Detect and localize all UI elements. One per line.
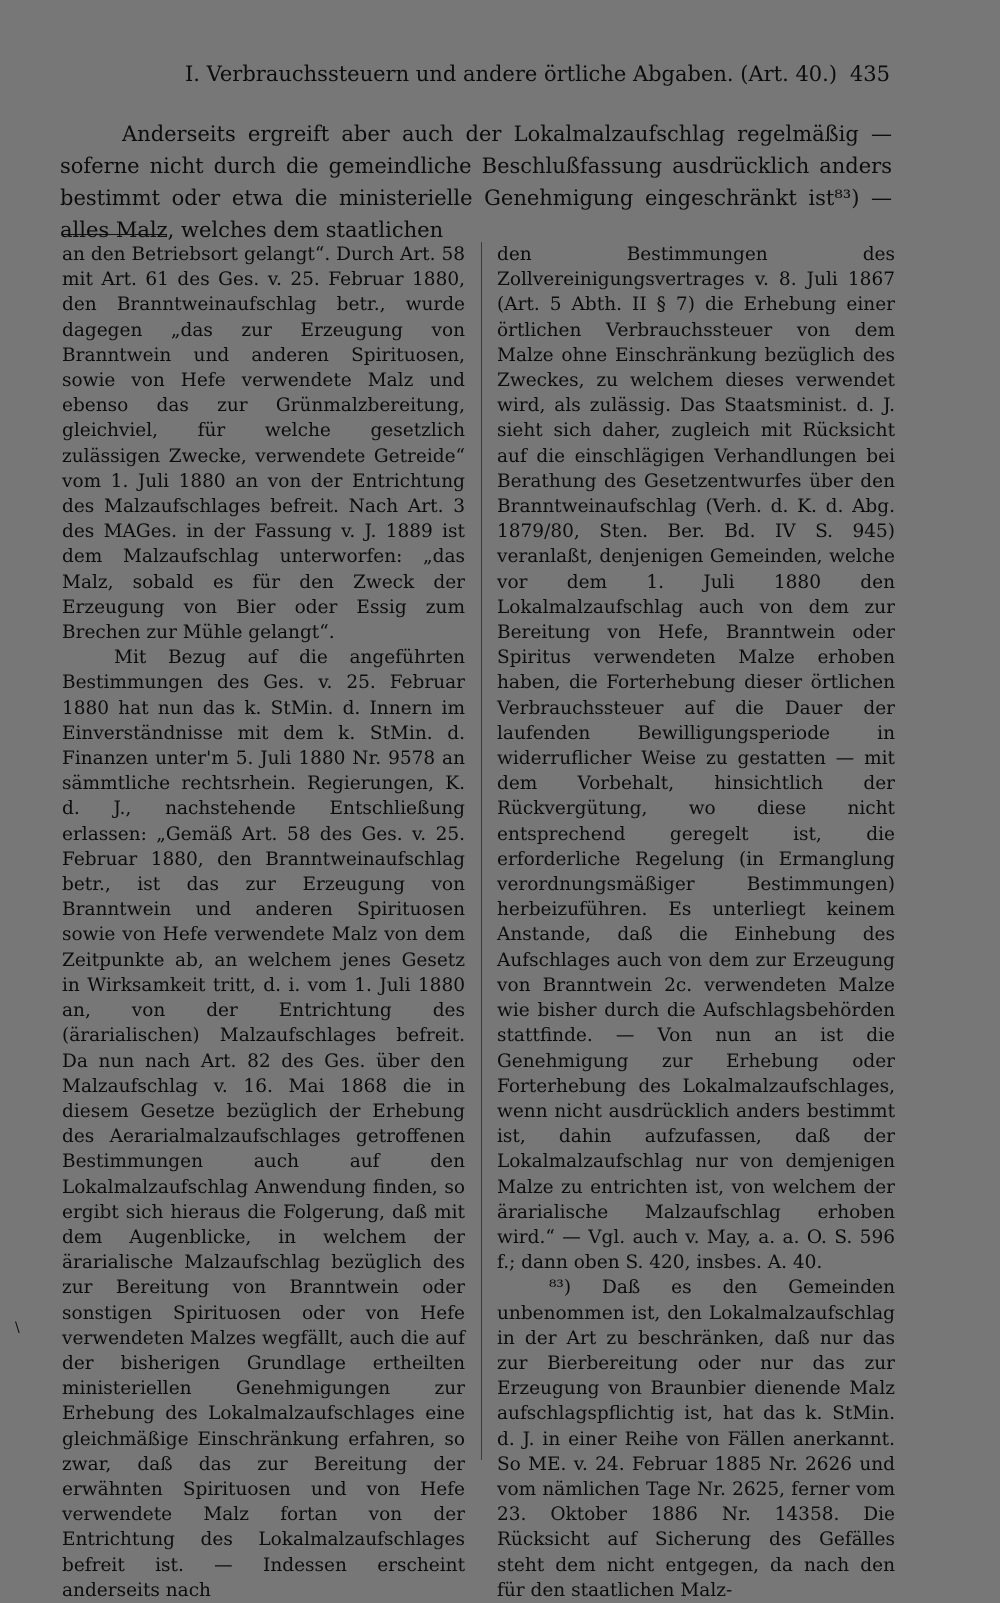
margin-mark: \ [15, 1320, 20, 1336]
footnote-column-right [497, 242, 895, 1603]
page-number: 435 [849, 62, 890, 86]
intro-paragraph-block [60, 118, 892, 246]
footnote-83: ⁸³) Daß es den Gemeinden unbenommen ist, den Lokalmalzaufschlag in der Art zu beschränken, daß nur das zur Bierbereitung oder nur das zur Erzeugung von Braunbier dienende Malz aufschlagspflichtig ist, hat das k. StMin. d. J. in einer Reihe von Fällen anerkannt. So ME. v. 24. Februar 1885 Nr. 2626 und vom nämlichen Tage Nr. 2625, ferner vom 23. Oktober 1886 Nr. 14358. Die Rücksicht auf Sicherung des Gefälles steht dem nicht entgegen, da nach den für den staatlichen Malz- [497, 1277, 895, 1601]
running-header-title: I. Verbrauchssteuern und andere örtliche Abgaben. (Art. 40.) [185, 62, 838, 86]
footnote-column-left [62, 242, 465, 1603]
footnote-separator-rule [62, 234, 167, 235]
running-header [185, 58, 890, 90]
column-divider [481, 242, 482, 1460]
right-footnote-continuation: den Bestimmungen des Zollvereinigungsvertrages v. 8. Juli 1867 (Art. 5 Abth. II § 7) die Erhebung einer örtlichen Verbrauchssteuer von dem Malze ohne Einschränkung bezüglich des Zweckes, zu welchem dieses verwendet wird, als zulässig. Das Staatsminist. d. J. sieht sich daher, zugleich mit Rücksicht auf die einschlägigen Verhandlungen bei Berathung des Gesetzentwurfes über den Branntweinaufschlag (Verh. d. K. d. Abg. 1879/80, Sten. Ber. Bd. IV S. 945) veranlaßt, denjenigen Gemeinden, welche vor dem 1. Juli 1880 den Lokalmalzaufschlag auch von dem zur Bereitung von Hefe, Branntwein oder Spiritus verwendeten Malze erhoben haben, die Forterhebung dieser örtlichen Verbrauchssteuer auf die Dauer der laufenden Bewilligungsperiode in widerruflicher Weise zu gestatten — mit dem Vorbehalt, hinsichtlich der Rückvergütung, wo diese nicht entsprechend geregelt ist, die erforderliche Regelung (in Ermanglung verordnungsmäßiger Bestimmungen) herbeizuführen. Es unterliegt keinem Anstande, daß die Einhebung des Aufschlages auch von dem zur Erzeugung von Branntwein 2c. verwendeten Malze wie bisher durch die Aufschlagsbehörden stattfinde. — Von nun an ist die Genehmigung zur Erhebung oder Forterhebung des Lokalmalzaufschlages, wenn nicht ausdrücklich anders bestimmt ist, dahin aufzufassen, daß der Lokalmalzaufschlag nur von demjenigen Malze zu entrichten ist, von welchem der ärarialische Malzaufschlag erhoben wird.“ — Vgl. auch v. May, a. a. O. S. 596 f.; dann oben S. 420, insbes. A. 40. [497, 244, 895, 1274]
left-footnote-paragraph: Mit Bezug auf die angeführten Bestimmungen des Ges. v. 25. Februar 1880 hat nun das k. StMin. d. Innern im Einverständnisse mit dem k. StMin. d. Finanzen unter'm 5. Juli 1880 Nr. 9578 an sämmtliche rechtsrhein. Regierungen, K. d. J., nachstehende Entschließung erlassen: „Gemäß Art. 58 des Ges. v. 25. Februar 1880, den Branntweinaufschlag betr., ist das zur Erzeugung von Branntwein und anderen Spirituosen sowie von Hefe verwendete Malz von dem Zeitpunkte ab, an welchem jenes Gesetz in Wirksamkeit tritt, d. i. vom 1. Juli 1880 an, von der Entrichtung des (ärarialischen) Malzaufschlages befreit. Da nun nach Art. 82 des Ges. über den Malzaufschlag v. 16. Mai 1868 die in diesem Gesetze bezüglich der Erhebung des Aerarialmalzaufschlages getroffenen Bestimmungen auch auf den Lokalmalzaufschlag Anwendung finden, so ergibt sich hieraus die Folgerung, daß mit dem Augenblicke, in welchem der ärarialische Malzaufschlag bezüglich des zur Bereitung von Branntwein oder sonstigen Spirituosen oder von Hefe verwendeten Malzes wegfällt, auch die auf der bisherigen Grundlage ertheilten ministeriellen Genehmigungen zur Erhebung des Lokalmalzaufschlages eine gleichmäßige Einschränkung erfahren, so zwar, daß das zur Bereitung der erwähnten Spirituosen und von Hefe verwendete Malz fortan von der Entrichtung des Lokalmalzaufschlages befreit ist. — Indessen erscheint anderseits nach [62, 647, 465, 1601]
intro-paragraph: Anderseits ergreift aber auch der Lokalmalzaufschlag regelmäßig — soferne nicht durch die gemeindliche Beschlußfassung ausdrücklich anders bestimmt oder etwa die ministerielle Genehmigung eingeschränkt ist⁸³) — alles Malz, welches dem staatlichen [60, 122, 892, 242]
left-footnote-continuation: an den Betriebsort gelangt“. Durch Art. 58 mit Art. 61 des Ges. v. 25. Februar 1880, den Branntweinaufschlag betr., wurde dagegen „das zur Erzeugung von Branntwein und anderen Spirituosen, sowie von Hefe verwendete Malz und ebenso das zur Grünmalzbereitung, gleichviel, für welche gesetzlich zulässigen Zwecke, verwendete Getreide“ vom 1. Juli 1880 an von der Entrichtung des Malzaufschlages befreit. Nach Art. 3 des MAGes. in der Fassung v. J. 1889 ist dem Malzaufschlag unterworfen: „das Malz, sobald es für den Zweck der Erzeugung von Bier oder Essig zum Brechen zur Mühle gelangt“. [62, 244, 465, 644]
